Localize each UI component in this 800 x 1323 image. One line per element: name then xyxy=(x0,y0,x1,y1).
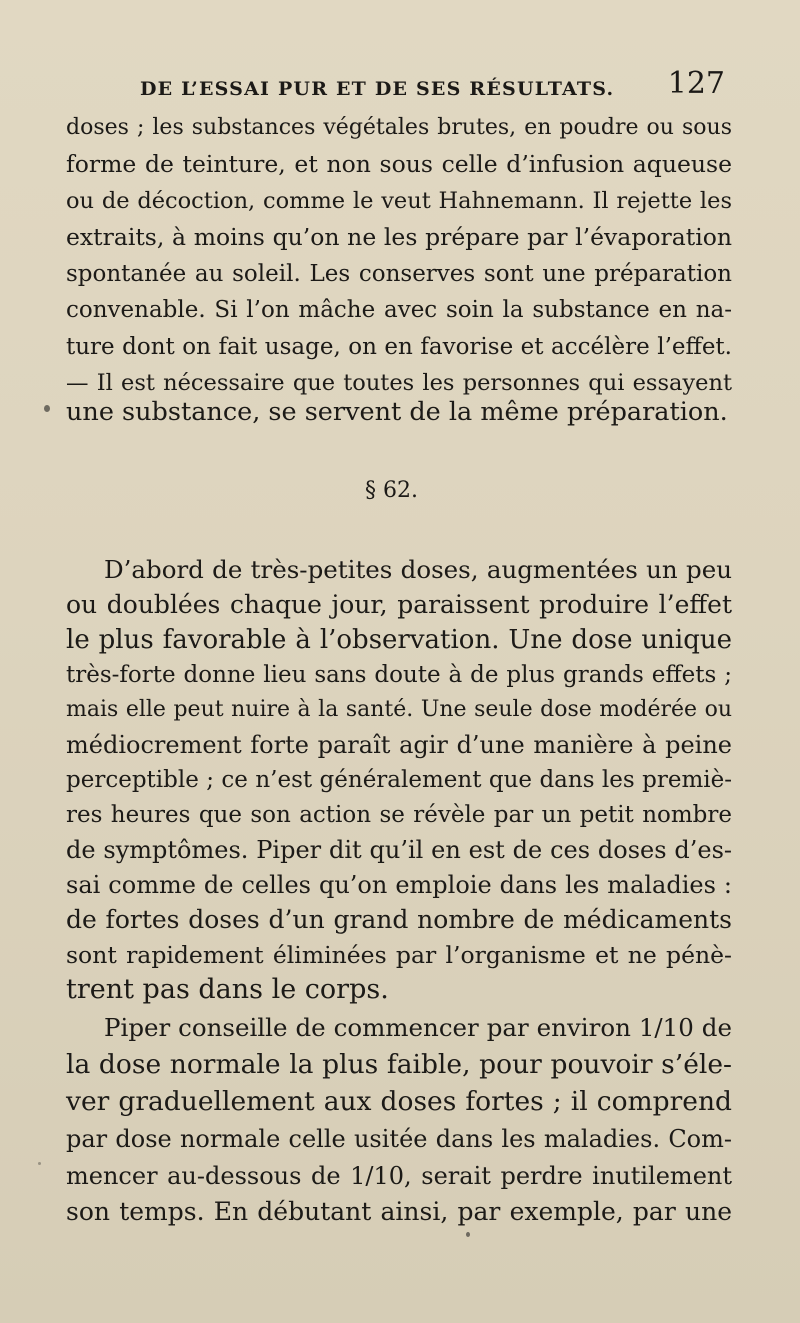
text-line: trent pas dans le corps. xyxy=(66,974,389,1005)
text-line: son temps. En débutant ainsi, par exemple, par une xyxy=(66,1197,732,1226)
text-line: sai comme de celles qu’on emploie dans les maladies : xyxy=(66,871,732,899)
text-line: — Il est nécessaire que toutes les personnes qui essayent xyxy=(66,370,732,396)
text-line: Piper conseille de commencer par environ 1/10 de xyxy=(104,1013,732,1042)
text-line: sont rapidement éliminées par l’organisme et ne pénè- xyxy=(66,941,732,969)
text-line: de symptômes. Piper dit qu’il en est de ces doses d’es- xyxy=(66,836,732,864)
text-line: ture dont on fait usage, on en favorise et accélère l’effet. xyxy=(66,334,732,360)
text-line: spontanée au soleil. Les conserves sont une préparation xyxy=(66,261,732,287)
paper-speck xyxy=(466,1232,470,1237)
text-line: ou de décoction, comme le veut Hahnemann. Il rejette les xyxy=(66,188,732,214)
page-header xyxy=(140,66,725,106)
text-line: médiocrement forte paraît agir d’une manière à peine xyxy=(66,731,732,759)
text-line: très-forte donne lieu sans doute à de plus grands effets ; xyxy=(66,662,732,688)
text-line: le plus favorable à l’observation. Une dose unique xyxy=(66,625,732,655)
text-line: extraits, à moins qu’on ne les prépare par l’évaporation xyxy=(66,223,732,251)
text-line: de fortes doses d’un grand nombre de médicaments xyxy=(66,905,732,934)
text-line: perceptible ; ce n’est généralement que dans les premiè- xyxy=(66,767,732,793)
text-line: doses ; les substances végétales brutes, en poudre ou sous xyxy=(66,115,732,140)
text-line: ver graduellement aux doses fortes ; il comprend xyxy=(66,1086,732,1117)
section-heading: § 62. xyxy=(365,478,418,503)
text-line: par dose normale celle usitée dans les maladies. Com- xyxy=(66,1125,732,1153)
text-line: la dose normale la plus faible, pour pouvoir s’éle- xyxy=(66,1049,732,1080)
text-line: forme de teinture, et non sous celle d’infusion aqueuse xyxy=(66,150,732,178)
text-line: res heures que son action se révèle par un petit nombre xyxy=(66,802,732,828)
text-line: D’abord de très-petites doses, augmentées un peu xyxy=(104,555,732,584)
paper-speck xyxy=(44,405,50,412)
page-number: 127 xyxy=(667,66,725,101)
text-line: convenable. Si l’on mâche avec soin la substance en na- xyxy=(66,297,732,323)
text-line: ou doublées chaque jour, paraissent produire l’effet xyxy=(66,590,732,619)
text-line: une substance, se servent de la même préparation. xyxy=(66,397,728,427)
text-line: mencer au-dessous de 1/10, serait perdre inutilement xyxy=(66,1162,732,1190)
text-line: mais elle peut nuire à la santé. Une seule dose modérée ou xyxy=(66,697,732,722)
paper-speck xyxy=(38,1162,41,1165)
running-head: DE L’ESSAI PUR ET DE SES RÉSULTATS. xyxy=(140,78,615,100)
